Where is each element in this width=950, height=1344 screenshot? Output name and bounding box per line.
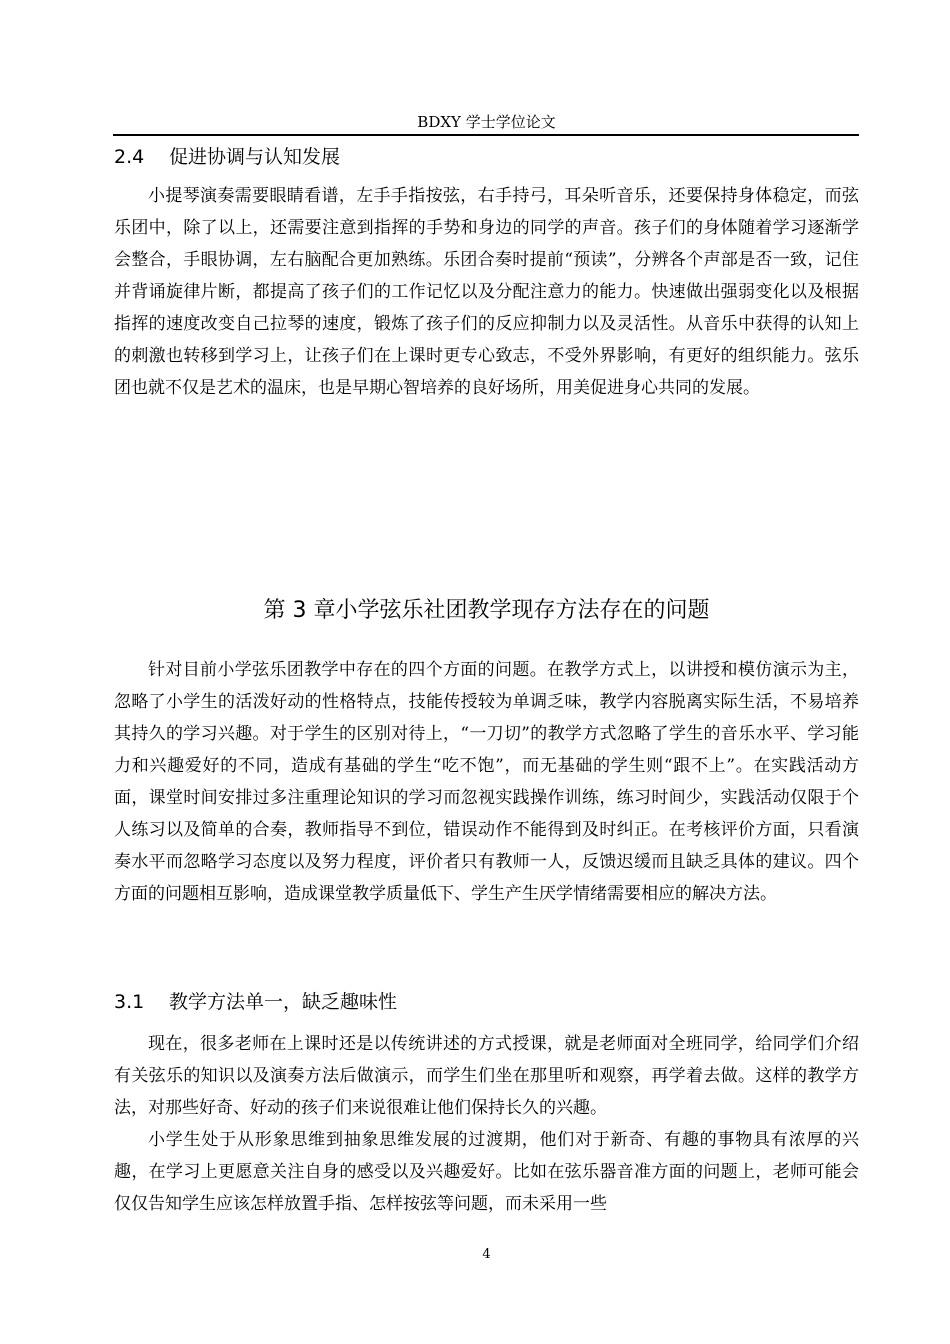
paragraph-chapter-3-intro: 针对目前小学弦乐团教学中存在的四个方面的问题。在教学方式上，以讲授和模仿演示为主，忽略了小学生的活泼好动的性格特点，技能传授较为单调乏味，教学内容脱离实际生活，不易培养其持久的学习兴趣。对于学生的区别对待上，“一刀切”的教学方式忽略了学生的音乐水平、学习能力和兴趣爱好的不同，造成有基础的学生“吃不饱”，而无基础的学生则“跟不上”。在实践活动方面，课堂时间安排过多注重理论知识的学习而忽视实践操作训练，练习时间少，实践活动仅限于个人练习以及简单的合奏，教师指导不到位，错误动作不能得到及时纠正。在考核评价方面，只看演奏水平而忽略学习态度以及努力程度，评价者只有教师一人，反馈迟缓而且缺乏具体的建议。四个方面的问题相互影响，造成课堂教学质量低下、学生产生厌学情绪需要相应的解决方法。 bbox=[114, 660, 859, 904]
section-number: 2.4 bbox=[114, 146, 145, 168]
paragraph-section-2-4: 小提琴演奏需要眼睛看谱，左手手指按弦，右手持弓，耳朵听音乐，还要保持身体稳定，而弦乐团中，除了以上，还需要注意到指挥的手势和身边的同学的声音。孩子们的身体随着学习逐渐学会整合，手眼协调，左右脑配合更加熟练。乐团合奏时提前“预读”，分辨各个声部是否一致，记住并背诵旋律片断，都提高了孩子们的工作记忆以及分配注意力的能力。快速做出强弱变化以及根据指挥的速度改变自己拉琴的速度，锻炼了孩子们的反应抑制力以及灵活性。从音乐中获得的认知上的刺激也转移到学习上，让孩子们在上课时更专心致志，不受外界影响，有更好的组织能力。弦乐团也就不仅是艺术的温床，也是早期心智培养的良好场所，用美促进身心共同的发展。 bbox=[114, 186, 859, 398]
section-heading-2-4 bbox=[114, 144, 340, 170]
page-number: 4 bbox=[482, 1247, 491, 1262]
paragraph-section-3-1-second: 小学生处于从形象思维到抽象思维发展的过渡期，他们对于新奇、有趣的事物具有浓厚的兴趣，在学习上更愿意关注自身的感受以及兴趣爱好。比如在弦乐器音准方面的问题上，老师可能会仅仅告知学生应该怎样放置手指、怎样按弦等问题，而未采用一些 bbox=[114, 1130, 859, 1214]
section-title: 教学方法单一，缺乏趣味性 bbox=[169, 991, 398, 1013]
section-number: 3.1 bbox=[114, 991, 145, 1013]
paragraph-section-3-1-first: 现在，很多老师在上课时还是以传统讲述的方式授课，就是老师面对全班同学，给同学们介绍有关弦乐的知识以及演奏方法后做演示，而学生们坐在那里听和观察，再学着去做。这样的教学方法，对那些好奇、好动的孩子们来说很难让他们保持长久的兴趣。 bbox=[114, 1034, 859, 1118]
header-rule bbox=[113, 134, 859, 136]
page-header: BDXY 学士学位论文 bbox=[417, 113, 556, 131]
chapter-title: 第 3 章小学弦乐社团教学现存方法存在的问题 bbox=[263, 598, 710, 623]
section-title: 促进协调与认知发展 bbox=[169, 146, 341, 168]
section-heading-3-1 bbox=[114, 989, 397, 1015]
